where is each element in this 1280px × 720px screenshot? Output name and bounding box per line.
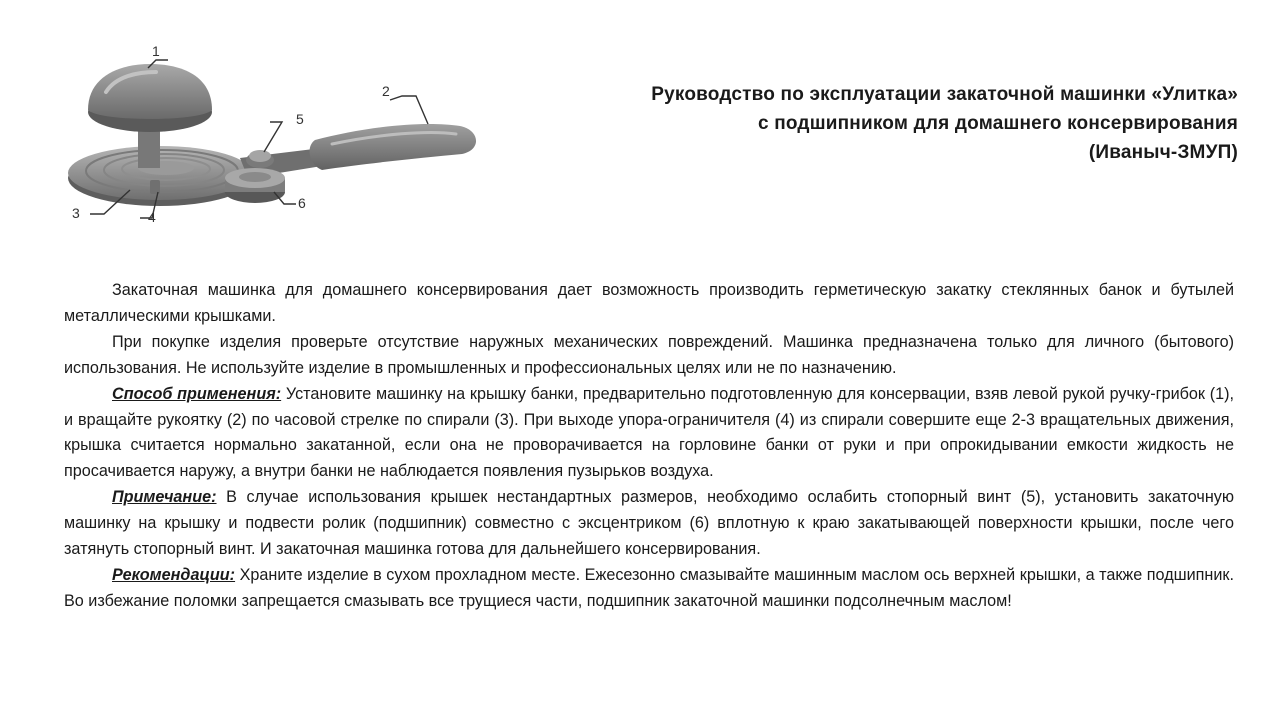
paragraph-heading-note: Примечание: <box>112 488 217 507</box>
callout-4: 4 <box>148 209 156 225</box>
locking-screw <box>246 150 274 168</box>
title-line-3: (Иваныч-ЗМУП) <box>1088 142 1238 163</box>
callout-1: 1 <box>152 43 160 59</box>
document-title <box>518 80 1238 167</box>
paragraph-recommendations <box>64 563 1234 615</box>
paragraph-text: Храните изделие в сухом прохладном месте. Ежесезонно смазывайте машинным маслом ось верхней крышки, а также подшипник. Во избежание поломки запрещается смазывать все трущиеся части, подшипник закаточной машинки подсолнечным маслом! <box>64 565 1234 610</box>
paragraph-note <box>64 485 1234 563</box>
paragraph-heading-usage: Способ применения: <box>112 384 282 403</box>
paragraph-heading-recommendations: Рекомендации: <box>112 565 236 584</box>
mushroom-knob <box>88 64 212 132</box>
callout-3: 3 <box>72 205 80 221</box>
product-illustration <box>60 40 490 240</box>
paragraph-text: Установите машинку на крышку банки, предварительно подготовленную для консервации, взяв левой рукой ручку-грибок (1), и вращайте рукоятку (2) по часовой стрелке по спирали (3). При выходе упора-ограничителя (4) из спирали совершите еще 2-3 вращательных движения, крышка считается нормально закатанной, если она не проворачивается на горловине банки от руки и при опрокидывании емкости жидкость не просачивается наружу, а внутри банки не наблюдается появления пузырьков воздуха. <box>64 384 1234 481</box>
paragraph-text: При покупке изделия проверьте отсутствие наружных механических повреждений. Машинка предназначена только для личного (бытового) использования. Не используйте изделие в промышленных и профессиональных целях или не по назначению. <box>64 332 1234 377</box>
limiter-stop <box>150 180 160 194</box>
title-line-1: Руководство по эксплуатации закаточной машинки «Улитка» <box>651 84 1238 105</box>
instructions-body <box>64 278 1234 615</box>
paragraph-text: В случае использования крышек нестандартных размеров, необходимо ослабить стопорный винт (5), установить закаточную машинку на крышку и подвести ролик (подшипник) совместно с эксцентриком (6) вплотную к краю закатывающей поверхности крышки, после чего затянуть стопорный винт. И закаточная машинка готова для дальнейшего консервирования. <box>64 488 1234 559</box>
seamer-drawing <box>60 40 490 240</box>
paragraph-usage <box>64 382 1234 486</box>
callout-6: 6 <box>298 195 306 211</box>
callout-2: 2 <box>382 83 390 99</box>
title-line-2: с подшипником для домашнего консервирования <box>757 113 1238 134</box>
paragraph-inspection <box>64 330 1234 382</box>
callout-5: 5 <box>296 111 304 127</box>
paragraph-text: Закаточная машинка для домашнего консервирования дает возможность производить герметическую закатку стеклянных банок и бутылей металлическими крышками. <box>64 281 1234 325</box>
eccentric-bearing <box>225 168 285 203</box>
paragraph-intro <box>64 278 1234 330</box>
